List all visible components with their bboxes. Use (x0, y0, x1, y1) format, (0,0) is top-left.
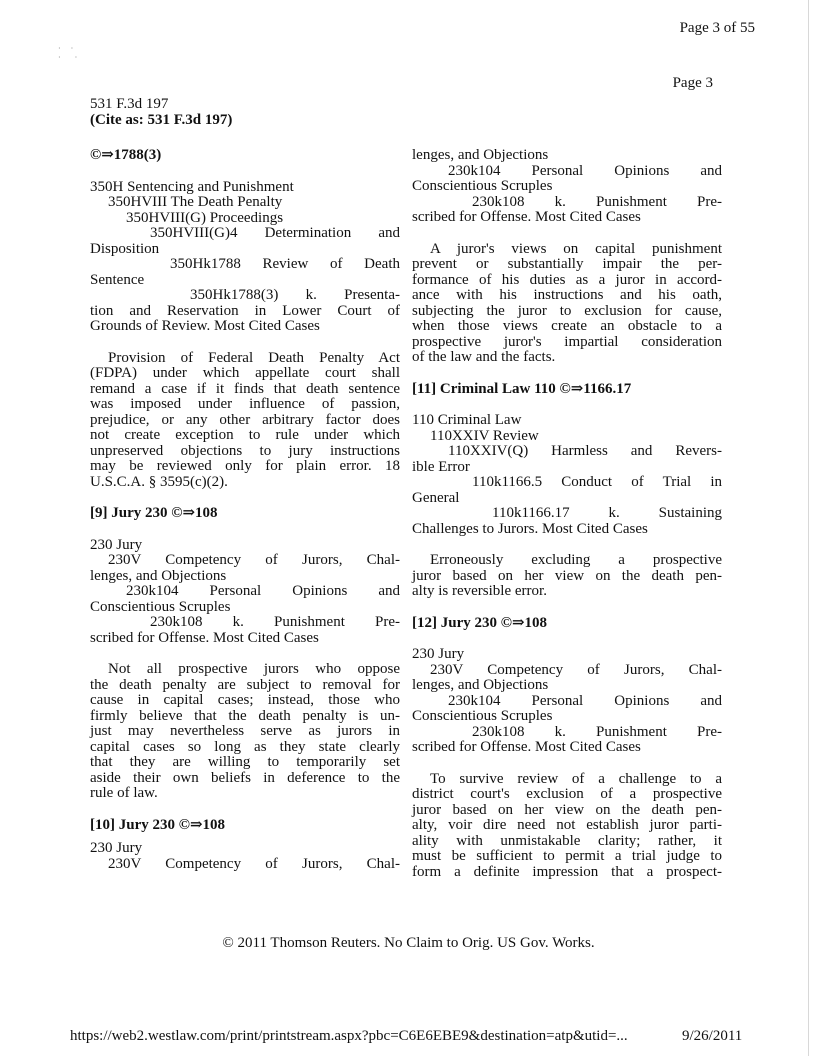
class-line: lenges, and Objections (90, 567, 227, 584)
class-line: 110XXIV(Q) Harmless and Revers- (448, 443, 722, 459)
class-line: 230k108 k. Punishment Pre- (472, 723, 722, 740)
text-line: alty, voir dire need not establish juror parti- (412, 817, 722, 833)
print-url: https://web2.westlaw.com/print/printstream.aspx?pbc=C6E6EBE9&destination=atp&utid=... (70, 1028, 628, 1044)
synopsis-paragraph-1 (90, 351, 400, 491)
page-count: Page 3 of 55 (679, 20, 755, 36)
text-line: unpreserved objections to jury instructions (90, 442, 400, 459)
text-line: aside their own beliefs in deference to the (90, 769, 400, 786)
class-line: 230 Jury (90, 536, 143, 553)
classification-block-5 (412, 413, 722, 537)
text-line: juror based on her view on the death pen- (412, 567, 722, 584)
right-column (412, 148, 722, 880)
synopsis-paragraph-4 (412, 553, 722, 600)
text-line: cause in capital cases; instead, those who (90, 692, 400, 708)
text-line: not create exception to rule under which (90, 427, 400, 443)
print-date: 9/26/2011 (682, 1028, 743, 1044)
text-line: alty is reversible error. (412, 583, 547, 599)
text-line: form a definite impression that a prospect- (412, 863, 722, 880)
class-line: 230k104 Personal Opinions and (448, 692, 722, 709)
text-line: Erroneously excluding a prospective (430, 552, 722, 568)
class-line: 110XXIV Review (430, 427, 539, 444)
text-line: subjecting the juror to exclusion for cause, (412, 302, 722, 319)
synopsis-paragraph-3 (412, 242, 722, 366)
headnote-12[interactable]: [12] Jury 230 ©⇒108 (412, 614, 548, 631)
class-line: 350HVIII(G)4 Determination and (150, 225, 400, 241)
synopsis-paragraph-2 (90, 662, 400, 802)
class-line: 350Hk1788 Review of Death (170, 256, 400, 272)
class-line: 230k104 Personal Opinions and (126, 583, 400, 599)
text-line: prejudice, or any other arbitrary factor does (90, 411, 400, 428)
most-cited-link[interactable]: scribed for Offense. Most Cited Cases (412, 739, 641, 755)
text-line: To survive review of a challenge to a (430, 770, 722, 787)
page-number: Page 3 (672, 75, 713, 91)
most-cited-link[interactable]: Grounds of Review. Most Cited Cases (90, 318, 320, 334)
reporter-citation: 531 F.3d 197 (90, 96, 169, 112)
classification-block-2 (90, 538, 400, 647)
text-line: of the law and the facts. (412, 349, 556, 365)
class-line: 230V Competency of Jurors, Chal- (430, 661, 722, 678)
text-line: must be sufficient to permit a trial judge to (412, 848, 722, 864)
page-edge (808, 0, 809, 1056)
headnote-9[interactable]: [9] Jury 230 ©⇒108 (90, 505, 218, 521)
text-line: A juror's views on capital punishment (430, 240, 722, 257)
class-line: 110k1166.17 k. Sustaining (492, 505, 722, 521)
classification-block-6 (412, 647, 722, 756)
citation (90, 96, 232, 128)
headnote-11[interactable]: [11] Criminal Law 110 ©⇒1166.17 (412, 380, 632, 397)
classification-block-1 (90, 180, 400, 335)
classification-block-3 (90, 841, 400, 872)
class-line: 110 Criminal Law (412, 412, 522, 428)
text-line: district court's exclusion of a prospective (412, 786, 722, 802)
text-line: just may nevertheless serve as jurors in (90, 723, 400, 739)
scan-specks: · · · · (58, 44, 78, 62)
class-line: 230k108 k. Punishment Pre- (472, 193, 722, 210)
class-line: ible Error (412, 458, 470, 475)
text-line: when those views create an obstacle to a (412, 318, 722, 334)
text-line: capital cases so long as they state clearly (90, 738, 400, 755)
text-line: firmly believe that the death penalty is un- (90, 707, 400, 724)
class-line: 230k108 k. Punishment Pre- (150, 614, 400, 630)
text-line: Provision of Federal Death Penalty Act (108, 349, 400, 366)
copyright-footer: © 2011 Thomson Reuters. No Claim to Orig. US Gov. Works. (222, 935, 595, 951)
text-line: Not all prospective jurors who oppose (108, 661, 400, 677)
text-line: formance of his duties as a juror in accord- (412, 271, 722, 288)
class-line: 350Hk1788(3) k. Presenta- (190, 287, 400, 303)
most-cited-link[interactable]: scribed for Offense. Most Cited Cases (412, 209, 641, 225)
headnote-10[interactable]: [10] Jury 230 ©⇒108 (90, 816, 226, 833)
text-line: prevent or substantially impair the per- (412, 256, 722, 272)
classification-block-4 (412, 148, 722, 226)
text-line: remand a case if it finds that death sentence (90, 380, 400, 397)
class-line: 230V Competency of Jurors, Chal- (108, 552, 400, 568)
text-line: U.S.C.A. § 3595(c)(2). (90, 473, 228, 490)
class-line: lenges, and Objections (412, 677, 549, 693)
class-line: Conscientious Scruples (412, 708, 553, 724)
class-line: 350H Sentencing and Punishment (90, 178, 294, 195)
text-line: was imposed under influence of passion, (90, 396, 400, 412)
class-line: tion and Reservation in Lower Court of (90, 302, 400, 319)
text-line: the death penalty are subject to removal for (90, 676, 400, 693)
left-column (90, 148, 400, 872)
class-line: Disposition (90, 240, 160, 257)
class-line: Conscientious Scruples (412, 178, 553, 194)
class-line: 110k1166.5 Conduct of Trial in (472, 474, 722, 490)
class-line: General (412, 489, 460, 506)
text-line: (FDPA) under which appellate court shall (90, 365, 400, 381)
class-line: Conscientious Scruples (90, 598, 231, 615)
headnote-key-1788: ©⇒1788(3) (90, 147, 162, 163)
class-line: 230 Jury (90, 840, 143, 856)
most-cited-link[interactable]: scribed for Offense. Most Cited Cases (90, 629, 319, 646)
class-line: Sentence (90, 271, 145, 288)
cite-as: (Cite as: 531 F.3d 197) (90, 112, 233, 128)
class-line: 350HVIII The Death Penalty (108, 194, 283, 210)
text-line: juror based on her view on the death pen- (412, 801, 722, 818)
text-line: that they are willing to temporarily set (90, 754, 400, 770)
class-line: 230 Jury (412, 646, 465, 662)
text-line: ality with unmistakable clarity; rather, it (412, 832, 722, 849)
synopsis-paragraph-5 (412, 772, 722, 881)
class-line: lenges, and Objections (412, 147, 549, 163)
class-line: 230k104 Personal Opinions and (448, 162, 722, 179)
text-line: rule of law. (90, 785, 158, 801)
most-cited-link[interactable]: Challenges to Jurors. Most Cited Cases (412, 520, 648, 537)
class-line: 230V Competency of Jurors, Chal- (108, 855, 400, 872)
class-line: 350HVIII(G) Proceedings (126, 209, 284, 226)
text-line: may be reviewed only for plain error. 18 (90, 458, 400, 474)
text-line: prospective juror's impartial consideration (412, 333, 722, 350)
text-line: ance with his instructions and his oath, (412, 287, 722, 303)
